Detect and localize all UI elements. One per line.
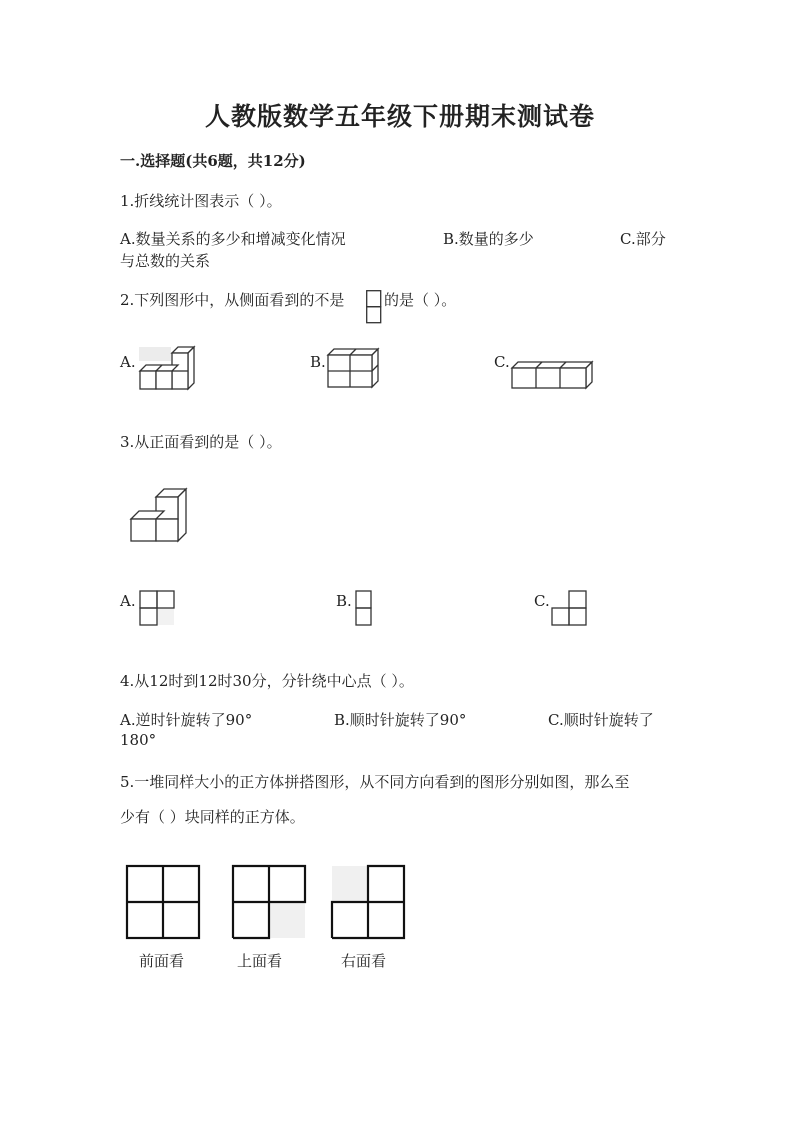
question-2-stem-shape xyxy=(366,290,382,324)
top-view-label: 上面看 xyxy=(237,952,283,970)
front-view-label: 前面看 xyxy=(139,952,185,970)
question-1-option-b: B.数量的多少 xyxy=(443,230,534,248)
page-title: 人教版数学五年级下册期末测试卷 xyxy=(204,102,595,131)
question-2-stem-start: 2.下列图形中，从侧面看到的不是 xyxy=(120,291,345,309)
top-view-grid xyxy=(232,865,308,941)
question-2-option-c-label: C. xyxy=(494,353,510,371)
question-4-option-b: B.顺时针旋转了90° xyxy=(334,711,467,729)
question-2-option-c-figure xyxy=(510,360,596,390)
question-2-option-b-label: B. xyxy=(310,353,326,371)
question-3-option-b-label: B. xyxy=(336,592,352,610)
question-3-option-b-figure xyxy=(355,590,373,628)
question-2-option-b-figure xyxy=(326,347,382,389)
right-view-grid xyxy=(331,865,407,941)
question-1-stem: 1.折线统计图表示（ ）。 xyxy=(120,192,282,210)
question-1-option-c: C.部分 xyxy=(620,230,666,248)
question-3-option-a-label: A. xyxy=(120,592,136,610)
question-4-option-a: A.逆时针旋转了90° xyxy=(120,711,253,729)
question-1-option-a: A.数量关系的多少和增减变化情况 xyxy=(120,230,346,248)
question-3-solid-figure xyxy=(128,489,190,543)
question-4-option-c-continued: 180° xyxy=(120,731,157,749)
question-4-stem: 4.从12时到12时30分，分针绕中心点（ ）。 xyxy=(120,672,414,690)
question-2-option-a-figure xyxy=(138,347,198,389)
question-3-option-a-figure xyxy=(139,590,177,628)
question-5-stem-line-2: 少有（ ）块同样的正方体。 xyxy=(120,808,305,826)
question-2-stem-end: 的是（ ）。 xyxy=(384,291,457,309)
question-3-option-c-label: C. xyxy=(534,592,550,610)
question-5-stem-line-1: 5.一堆同样大小的正方体拼搭图形，从不同方向看到的图形分别如图，那么至 xyxy=(120,773,630,791)
front-view-grid xyxy=(126,865,202,941)
right-view-label: 右面看 xyxy=(341,952,387,970)
question-3-stem: 3.从正面看到的是（ ）。 xyxy=(120,433,282,451)
section-heading: 一.选择题(共6题，共12分) xyxy=(120,152,306,170)
question-4-option-c: C.顺时针旋转了 xyxy=(548,711,654,729)
question-1-option-c-continued: 与总数的关系 xyxy=(120,252,211,270)
question-2-option-a-label: A. xyxy=(120,353,136,371)
question-3-option-c-figure xyxy=(551,590,589,628)
